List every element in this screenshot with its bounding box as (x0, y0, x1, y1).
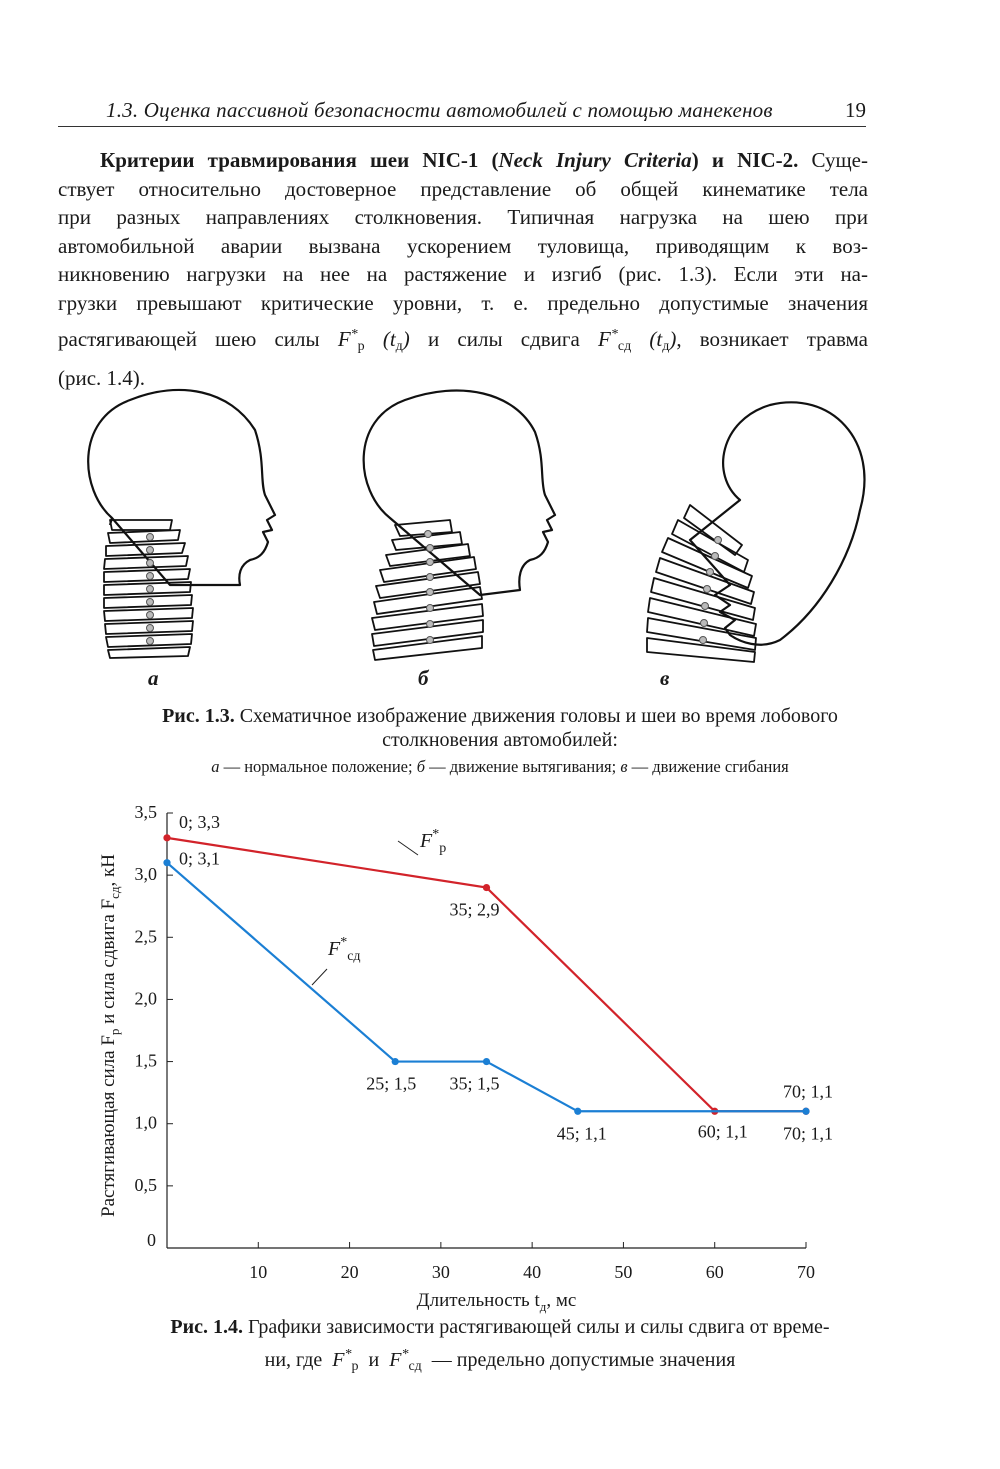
body-paragraph (58, 146, 868, 392)
x-tick-label: 70 (797, 1262, 815, 1282)
y-tick-label: 3,5 (134, 802, 157, 822)
head-flexion-drawing (647, 402, 864, 662)
figure1-caption-label: Рис. 1.3. (162, 705, 235, 727)
paragraph-line: при разных направлениях столкновения. Типичная нагрузка на шею при (58, 205, 868, 230)
formula-fsd: $F^*_{сд}$ $(t_д)$ (598, 326, 677, 354)
data-label: 70; 1,1 (782, 1123, 834, 1144)
y-tick-label: 1,5 (134, 1050, 157, 1071)
x-tick-label: 40 (523, 1262, 542, 1282)
paragraph-heading: Критерии травмирования шеи NIC-1 (Neck Injury Criteria) и NIC-2. (100, 148, 799, 172)
data-point (392, 1058, 399, 1065)
y-axis-label: Растягивающая сила $F_р$ и сила сдвига $F_{сд}$, кН (98, 854, 122, 1217)
series-line-0 (167, 838, 806, 1111)
data-label: 35; 1,5 (449, 1073, 500, 1094)
head-extension-drawing (364, 390, 555, 660)
data-point (483, 884, 490, 891)
series-label-fsd: $F^*_{сд}$ (328, 935, 361, 964)
running-header (58, 98, 866, 127)
y-tick-label: 2,5 (134, 926, 157, 947)
paragraph-line: Критерии травмирования шеи NIC-1 (Neck Injury Criteria) и NIC-2. Суще- (100, 148, 868, 172)
paragraph-line: грузки превышают критические уровни, т. е. предельно допустимые значения (58, 290, 868, 315)
y-tick-label: 0,5 (134, 1174, 157, 1195)
running-header-title: 1.3. Оценка пассивной безопасности автомобилей с помощью манекенов (106, 98, 773, 122)
series-label-fr: $F^*_р$ (420, 827, 447, 856)
y-tick-label: 3,0 (134, 864, 157, 885)
data-label: 70; 1,1 (782, 1081, 834, 1102)
x-axis-label: Длительность $t_д$, мс (416, 1290, 577, 1314)
y-tick-label: 0 (147, 1230, 156, 1250)
data-label: 0; 3,1 (179, 848, 221, 869)
force-time-chart (90, 795, 860, 1314)
head-normal-drawing (88, 390, 275, 658)
data-label: 60; 1,1 (697, 1121, 748, 1142)
figure1-caption (0, 704, 1000, 752)
figure1-legend: а — нормальное положение; б — движение вытягивания; в — движение сгибания (211, 757, 789, 776)
y-tick-label: 2,0 (134, 988, 157, 1009)
data-label: 35; 2,9 (449, 899, 500, 920)
panel-label-b: б (418, 666, 429, 690)
data-label: 25; 1,5 (366, 1073, 417, 1094)
x-tick-label: 50 (614, 1262, 633, 1282)
fsd-leader-line (312, 969, 327, 985)
data-label: 45; 1,1 (556, 1123, 607, 1144)
x-tick-label: 10 (249, 1262, 268, 1282)
paragraph-line: никновению нагрузки на нее на растяжение и изгиб (рис. 1.3). Если эти на- (58, 262, 868, 287)
paragraph-line: автомобильной аварии вызвана ускорением туловища, приводящим к воз- (58, 233, 868, 258)
data-point (574, 1108, 581, 1115)
x-tick-label: 60 (705, 1262, 724, 1282)
paragraph-line: ствует относительно достоверное представление об общей кинематике тела (58, 176, 868, 201)
panel-label-c: в (660, 666, 670, 690)
head-neck-figure (60, 380, 890, 690)
figure1-caption-text: Схематичное изображение движения головы и шеи во время лобового (234, 705, 838, 727)
x-tick-label: 30 (431, 1262, 450, 1282)
paragraph-line: растягивающей шею силы $F^*_р$ $(t_д)$ и силы сдвига $F^*_{сд}$ $(t_д)$, возникает травма (58, 326, 868, 354)
panel-label-a: а (148, 666, 159, 690)
x-tick-label: 20 (340, 1262, 359, 1282)
figure2-caption: Рис. 1.4. Графики зависимости растягивающей силы и силы сдвига от време- ни, где $F^*_р$ и $F^*_{сд}$ — предельно допустимые значения (170, 1316, 830, 1374)
page-number: 19 (845, 98, 866, 122)
y-tick-label: 1,0 (134, 1112, 157, 1133)
paragraph-line: (рис. 1.4). (58, 365, 146, 390)
fr-leader-line (398, 841, 418, 855)
data-label: 0; 3,3 (179, 811, 221, 832)
data-point (802, 1108, 809, 1115)
formula-fr: $F^*_р$ $(t_д)$ (337, 326, 410, 354)
data-point (163, 834, 170, 841)
figure1-caption-text2: столкновения автомобилей: (382, 729, 618, 751)
data-point (483, 1058, 490, 1065)
data-point (163, 859, 170, 866)
figure2-caption-label: Рис. 1.4. (170, 1316, 244, 1338)
